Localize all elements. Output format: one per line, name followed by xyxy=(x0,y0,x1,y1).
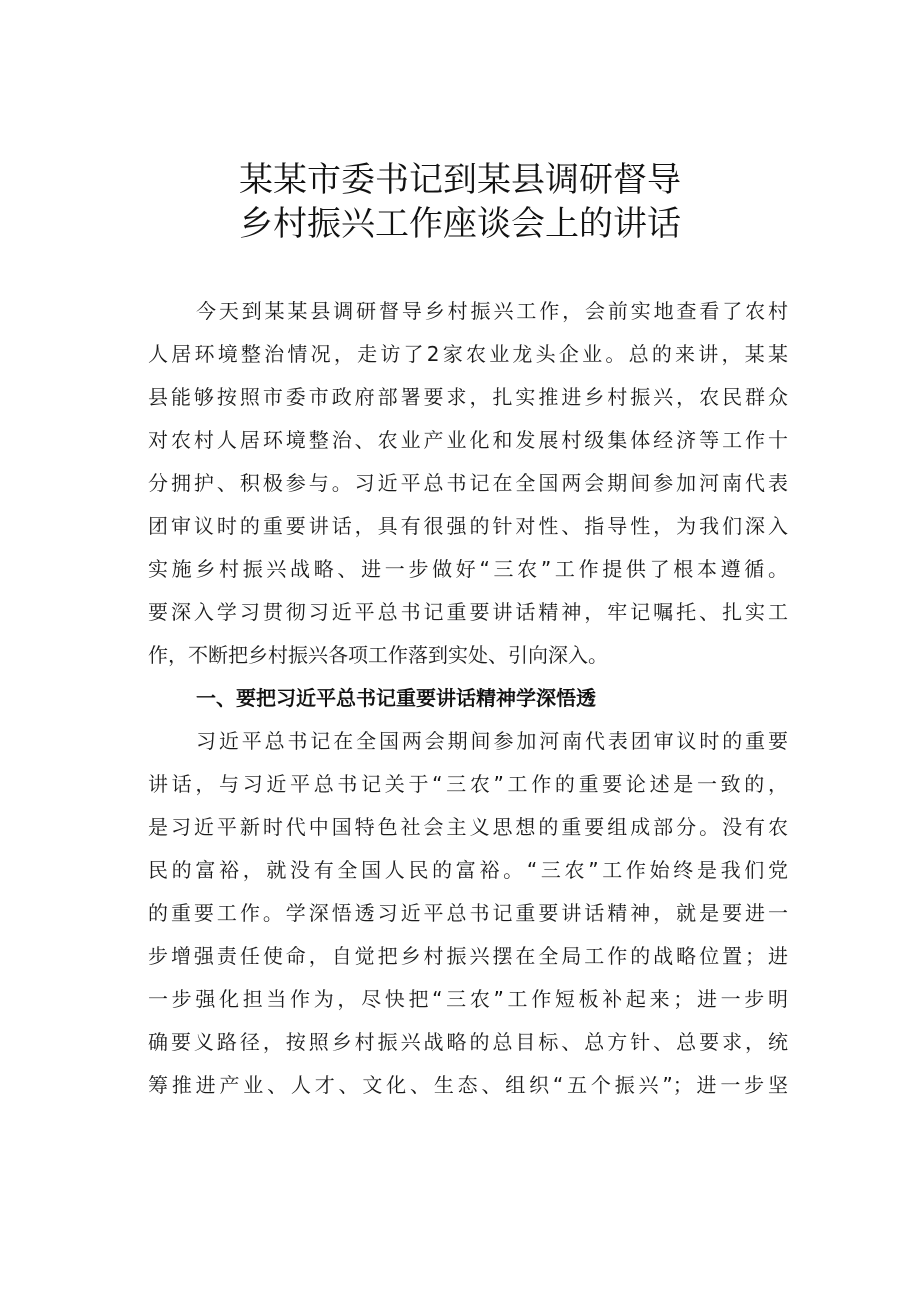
paragraph-1-line-8: 要深入学习贯彻习近平总书记重要讲话精神，牢记嘱托、扎实工 xyxy=(148,600,788,624)
paragraph-2-line-5: 的重要工作。学深悟透习近平总书记重要讲话精神，就是要进一 xyxy=(148,901,788,925)
section-1-heading: 一、要把习近平总书记重要讲话精神学深悟透 xyxy=(196,686,596,710)
paragraph-1-line-4: 对农村人居环境整治、农业产业化和发展村级集体经济等工作十 xyxy=(148,428,788,452)
paragraph-2-line-9: 筹推进产业、人才、文化、生态、组织“五个振兴”；进一步坚 xyxy=(148,1073,788,1097)
document-title-line-2: 乡村振兴工作座谈会上的讲话 xyxy=(239,204,681,244)
paragraph-2-line-2: 讲话，与习近平总书记关于“三农”工作的重要论述是一致的， xyxy=(148,772,788,796)
paragraph-1-line-3: 县能够按照市委市政府部署要求，扎实推进乡村振兴，农民群众 xyxy=(148,385,788,409)
paragraph-2-line-7: 一步强化担当作为，尽快把“三农”工作短板补起来；进一步明 xyxy=(148,987,788,1011)
paragraph-1-line-1: 今天到某某县调研督导乡村振兴工作，会前实地查看了农村 xyxy=(196,299,788,323)
paragraph-1-line-7: 实施乡村振兴战略、进一步做好“三农”工作提供了根本遵循。 xyxy=(148,557,788,581)
paragraph-1-line-6: 团审议时的重要讲话，具有很强的针对性、指导性，为我们深入 xyxy=(148,514,788,538)
paragraph-2-line-8: 确要义路径，按照乡村振兴战略的总目标、总方针、总要求，统 xyxy=(148,1030,788,1054)
document-title-line-1: 某某市委书记到某县调研督导 xyxy=(239,160,681,200)
paragraph-1-line-2: 人居环境整治情况，走访了2家农业龙头企业。总的来讲，某某 xyxy=(148,342,788,366)
paragraph-1-line-5: 分拥护、积极参与。习近平总书记在全国两会期间参加河南代表 xyxy=(148,471,788,495)
paragraph-2-line-3: 是习近平新时代中国特色社会主义思想的重要组成部分。没有农 xyxy=(148,815,788,839)
paragraph-1-line-9: 作，不断把乡村振兴各项工作落到实处、引向深入。 xyxy=(148,643,608,667)
paragraph-2-line-6: 步增强责任使命，自觉把乡村振兴摆在全局工作的战略位置；进 xyxy=(148,944,788,968)
paragraph-2-line-4: 民的富裕，就没有全国人民的富裕。“三农”工作始终是我们党 xyxy=(148,858,788,882)
paragraph-2-line-1: 习近平总书记在全国两会期间参加河南代表团审议时的重要 xyxy=(196,729,788,753)
